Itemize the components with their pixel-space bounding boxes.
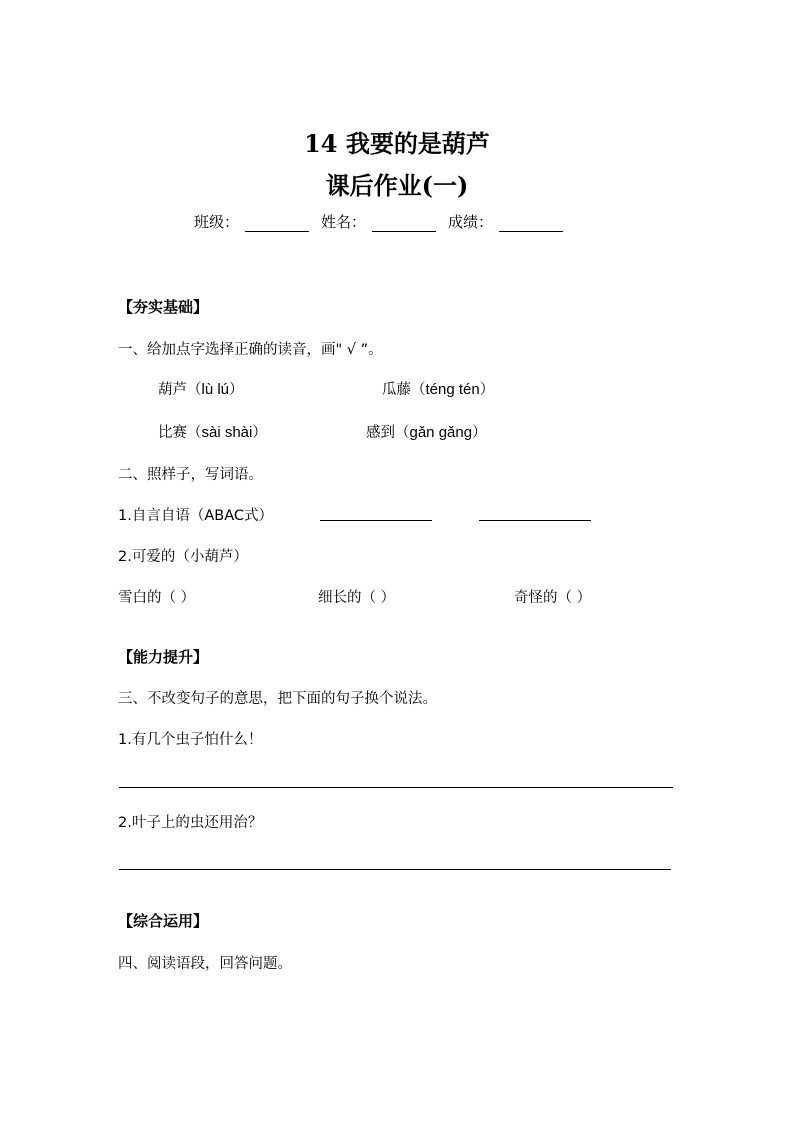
- answer-line-1[interactable]: [119, 787, 673, 788]
- pinyin-options: téng tén: [425, 381, 480, 398]
- pinyin-options: gǎn gǎng: [409, 424, 473, 441]
- question-2-prompt: 二、照样子，写词语。: [118, 467, 263, 483]
- answer-blank-2[interactable]: [479, 520, 591, 521]
- question-2-sub1: 1.自言自语（ABAC式）: [118, 508, 273, 524]
- page-subtitle: 课后作业(一): [325, 171, 469, 200]
- section-heading-application: 【综合运用】: [118, 912, 209, 930]
- pinyin-word: 感到（: [366, 425, 410, 441]
- question-2-sub2: 2.可爱的（小葫芦）: [118, 549, 248, 565]
- class-blank[interactable]: [245, 217, 309, 232]
- name-label: 姓名：: [321, 213, 367, 231]
- fill-xichang[interactable]: 细长的（ ）: [318, 590, 396, 606]
- pinyin-options: lù lú: [201, 381, 230, 398]
- pinyin-close: ）: [479, 382, 495, 398]
- question-1-prompt: 一、给加点字选择正确的读音，画" √ ”。: [118, 342, 383, 358]
- pinyin-close: ）: [229, 382, 244, 398]
- pinyin-item-gandao: [366, 421, 487, 442]
- pinyin-close: ）: [472, 425, 487, 441]
- name-blank[interactable]: [372, 217, 436, 232]
- question-3-sub1: 1.有几个虫子怕什么！: [118, 732, 263, 748]
- section-heading-basics: 【夯实基础】: [118, 298, 209, 316]
- pinyin-item-hulu: [158, 378, 244, 399]
- pinyin-close: ）: [252, 425, 267, 441]
- question-4-prompt: 四、阅读语段，回答问题。: [118, 956, 292, 972]
- pinyin-word: 比赛（: [158, 425, 202, 441]
- answer-line-2[interactable]: [119, 869, 671, 870]
- question-3-prompt: 三、不改变句子的意思，把下面的句子换个说法。: [118, 691, 437, 707]
- pinyin-word: 葫芦（: [158, 382, 202, 398]
- page-title: 14 我要的是葫芦: [304, 129, 490, 158]
- pinyin-word: 瓜藤（: [382, 382, 426, 398]
- score-label: 成绩：: [448, 213, 494, 231]
- pinyin-item-bisai: [158, 421, 267, 442]
- pinyin-options: sài shài: [201, 424, 253, 441]
- pinyin-item-guateng: [382, 378, 494, 399]
- class-label: 班级：: [194, 213, 240, 231]
- fill-qiguai[interactable]: 奇怪的（ ）: [514, 590, 592, 606]
- fill-xuebai[interactable]: 雪白的（ ）: [118, 590, 196, 606]
- student-info-row: [194, 211, 575, 232]
- section-heading-ability: 【能力提升】: [118, 648, 209, 666]
- answer-blank-1[interactable]: [320, 520, 432, 521]
- score-blank[interactable]: [499, 217, 563, 232]
- question-3-sub2: 2.叶子上的虫还用治？: [118, 815, 263, 831]
